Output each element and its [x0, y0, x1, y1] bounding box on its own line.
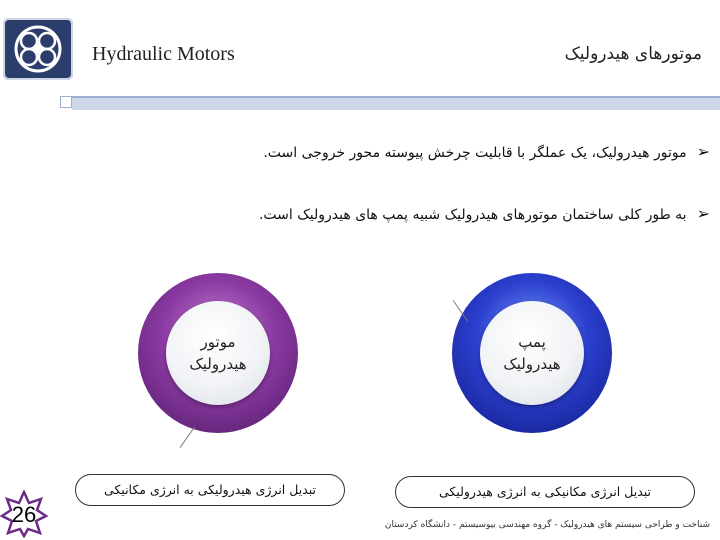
slide-title-english: Hydraulic Motors [92, 43, 235, 65]
motor-circle-inner [166, 301, 270, 405]
page-number-badge [0, 490, 48, 538]
university-logo [3, 18, 73, 80]
pump-circle [452, 273, 612, 433]
page-number: 26 [11, 502, 37, 527]
pump-label-line2: هیدرولیک [503, 355, 561, 373]
bullet-text: به طور کلی ساختمان موتورهای هیدرولیک شبیه پمپ های هیدرولیک است. [258, 207, 687, 223]
arrow-bullet-icon: ➢ [696, 142, 710, 161]
footer-text: شناخت و طراحی سیستم های هیدرولیک - گروه مهندسی بیوسیستم - دانشگاه کردستان [384, 520, 710, 530]
header-bar [72, 96, 720, 110]
motor-circle [138, 273, 298, 433]
bullet-item [259, 204, 710, 223]
connector-line [180, 426, 196, 448]
motor-label-line2: هیدرولیک [189, 355, 247, 373]
bullet-text: موتور هیدرولیک، یک عملگر با قابلیت چرخش پیوسته محور خروجی است. [263, 145, 687, 161]
header-bar-end [60, 96, 72, 108]
slide-title-persian: موتورهای هیدرولیک [564, 44, 702, 64]
arrow-bullet-icon: ➢ [696, 204, 710, 223]
motor-label-line1: موتور [200, 333, 236, 351]
motor-caption-box: تبدیل انرژی هیدرولیکی به انرژی مکانیکی [75, 474, 345, 506]
pump-caption-box: تبدیل انرژی مکانیکی به انرژی هیدرولیکی [395, 476, 695, 508]
logo-emblem-icon [3, 18, 73, 80]
bullet-item [263, 142, 710, 161]
pump-circle-inner [480, 301, 584, 405]
pump-label-line1: پمپ [518, 333, 546, 351]
